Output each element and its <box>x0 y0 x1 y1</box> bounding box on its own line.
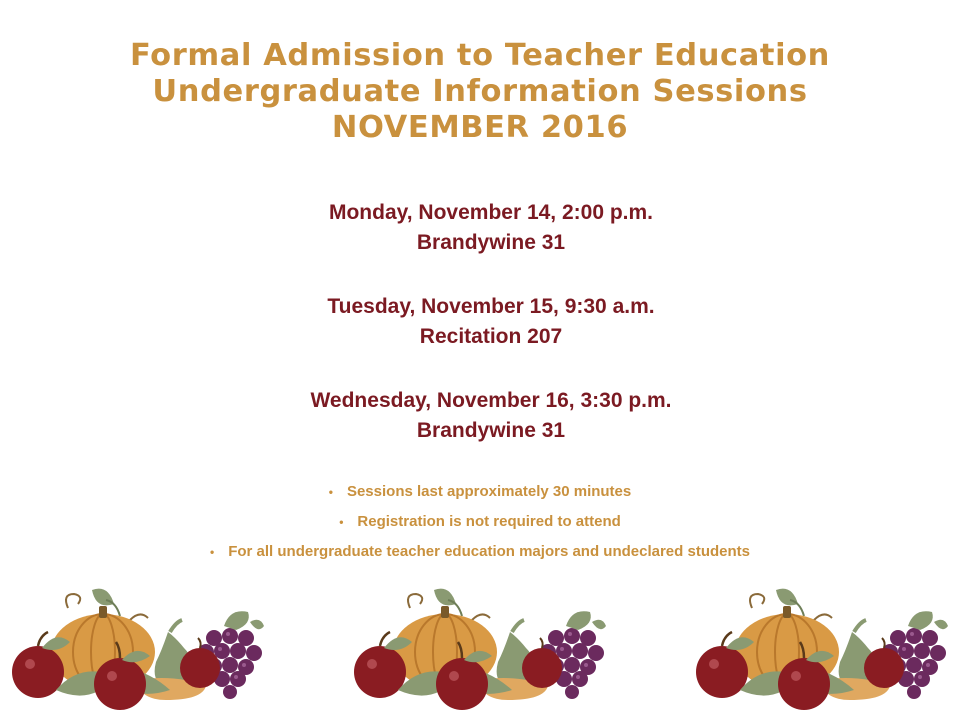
list-item <box>0 481 960 511</box>
session-datetime: Monday, November 14, 2:00 p.m. <box>328 201 654 224</box>
page-title <box>0 38 960 146</box>
note-text: Registration is not required to attend <box>357 513 621 530</box>
note-text: For all undergraduate teacher education majors and undeclared students <box>228 543 750 560</box>
title-line-2: Undergraduate Information Sessions <box>152 74 808 109</box>
title-line-1: Formal Admission to Teacher Education <box>129 38 830 73</box>
bullet-icon: • <box>328 485 333 499</box>
session-datetime: Wednesday, November 16, 3:30 p.m. <box>310 389 672 412</box>
session-location: Recitation 207 <box>419 325 563 348</box>
notes-list <box>0 481 960 571</box>
session-item <box>22 292 960 352</box>
session-location: Brandywine 31 <box>416 419 566 442</box>
title-line-3: NOVEMBER 2016 <box>331 110 629 145</box>
list-item <box>0 511 960 541</box>
bullet-icon: • <box>210 545 215 559</box>
session-datetime: Tuesday, November 15, 9:30 a.m. <box>327 295 655 318</box>
session-item <box>22 198 960 258</box>
bullet-icon: • <box>339 515 344 529</box>
harvest-illustration <box>350 580 610 715</box>
note-text: Sessions last approximately 30 minutes <box>346 483 632 500</box>
session-list <box>0 198 960 480</box>
harvest-illustration <box>692 580 952 715</box>
session-item <box>22 386 960 446</box>
session-location: Brandywine 31 <box>416 231 566 254</box>
list-item <box>0 541 960 571</box>
harvest-illustration <box>8 580 268 715</box>
